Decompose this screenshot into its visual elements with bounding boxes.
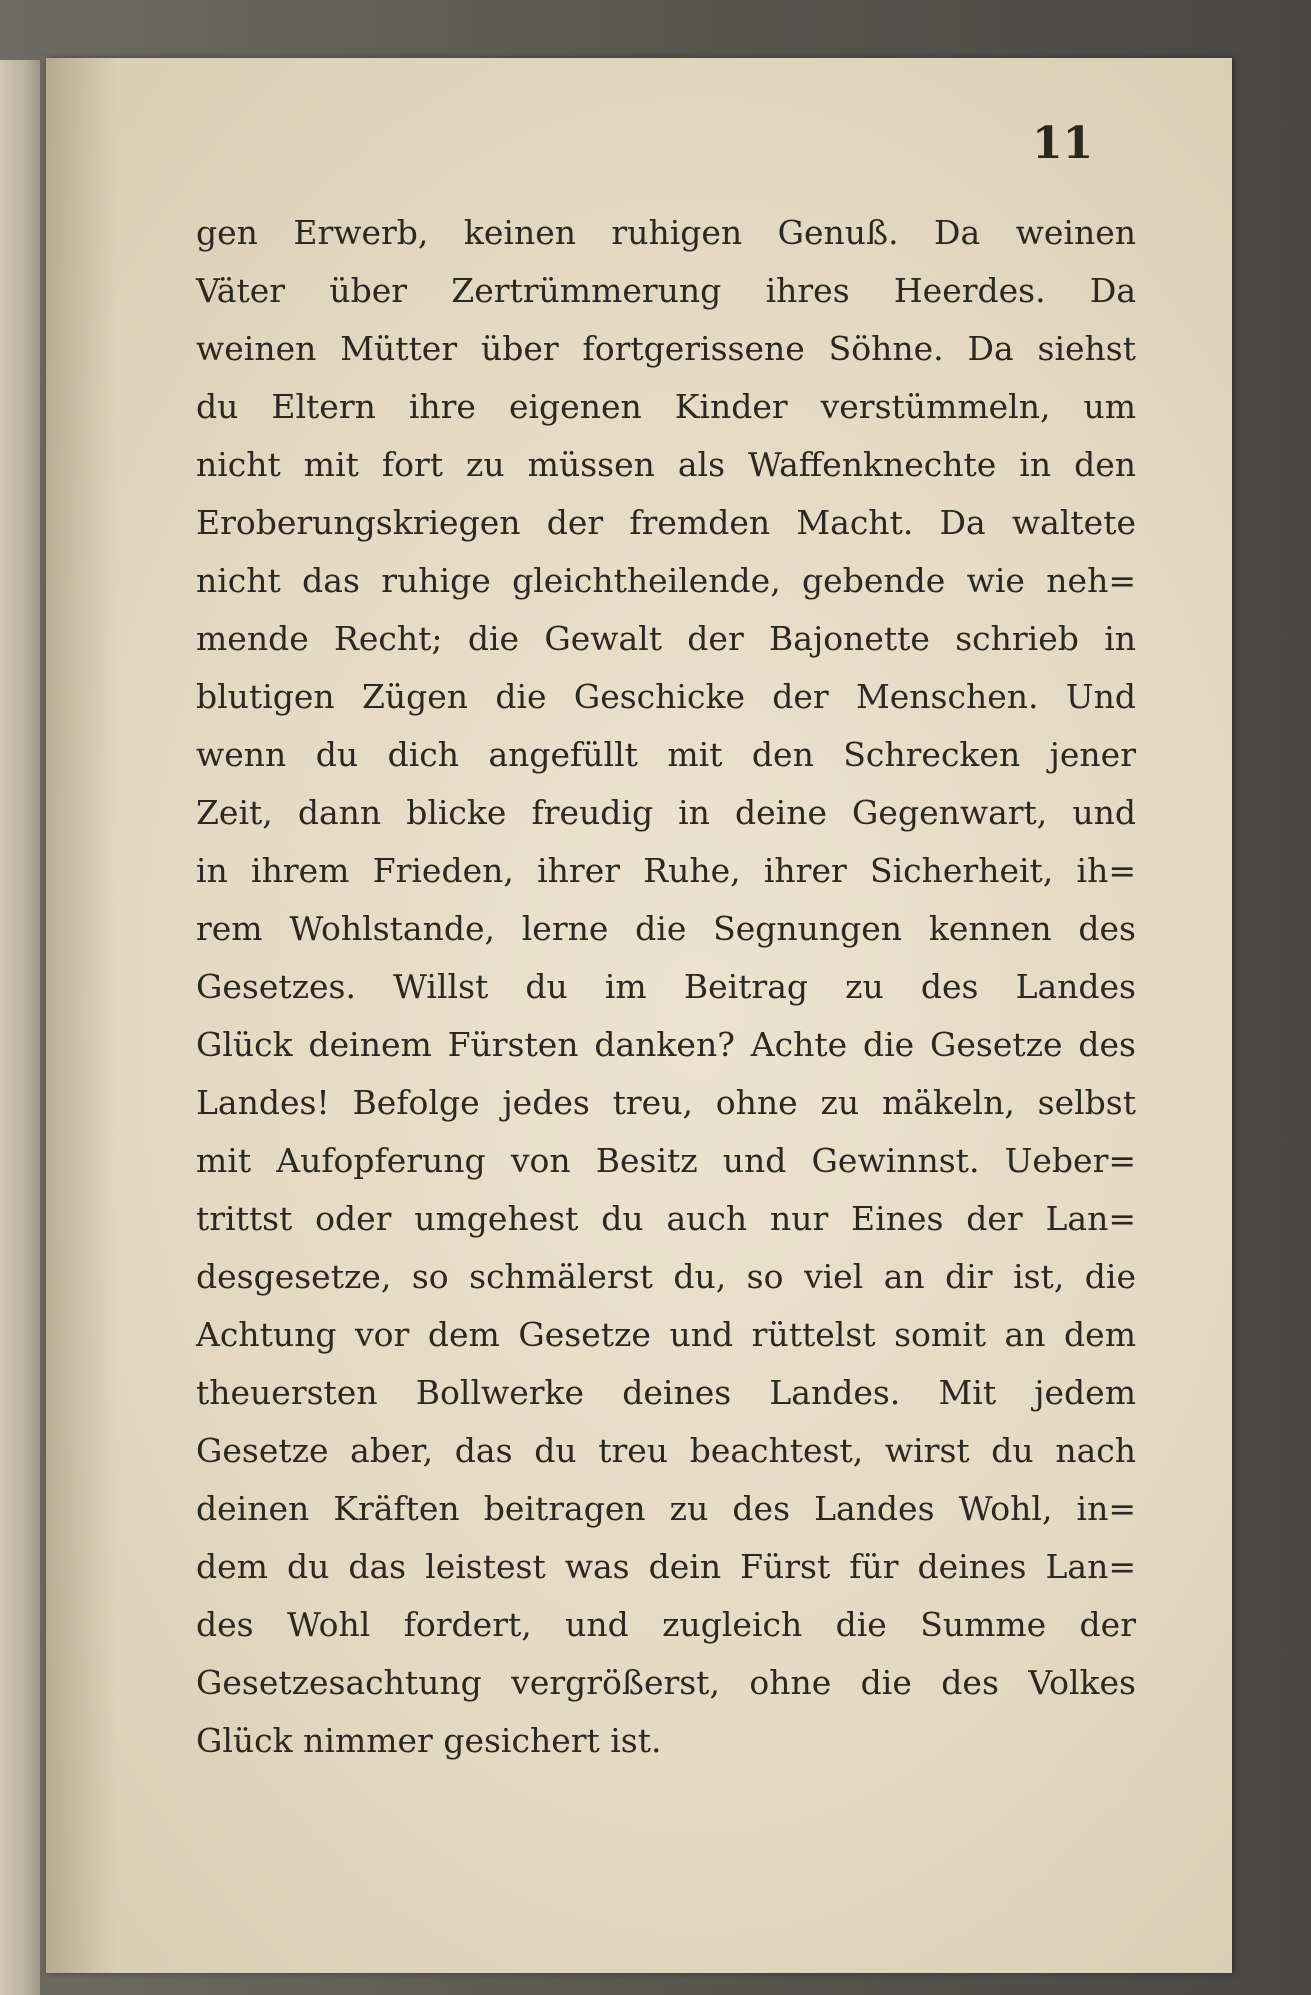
text-line: Väter über Zertrümmerung ihres Heerdes. Da <box>196 271 1136 310</box>
text-line: desgesetze, so schmälerst du, so viel an dir ist, die <box>196 1257 1136 1296</box>
text-line: Eroberungskriegen der fremden Macht. Da waltete <box>196 503 1136 542</box>
text-line: weinen Mütter über fortgerissene Söhne. Da siehst <box>196 329 1136 368</box>
text-line: theuersten Bollwerke deines Landes. Mit jedem <box>196 1373 1136 1412</box>
text-line: mit Aufopferung von Besitz und Gewinnst. Ueber= <box>196 1141 1136 1180</box>
text-line: dem du das leistest was dein Fürst für deines Lan= <box>196 1547 1136 1586</box>
text-line: Glück nimmer gesichert ist. <box>196 1721 662 1760</box>
text-line: Landes! Befolge jedes treu, ohne zu mäkeln, selbst <box>196 1083 1136 1122</box>
text-line: Glück deinem Fürsten danken? Achte die Gesetze des <box>196 1025 1136 1064</box>
text-line: Gesetzes. Willst du im Beitrag zu des Landes <box>196 967 1136 1006</box>
text-line: gen Erwerb, keinen ruhigen Genuß. Da weinen <box>196 213 1136 252</box>
text-line: des Wohl fordert, und zugleich die Summe der <box>196 1605 1136 1644</box>
text-line: blutigen Zügen die Geschicke der Menschen. Und <box>196 677 1136 716</box>
text-line: nicht mit fort zu müssen als Waffenknechte in den <box>196 445 1136 484</box>
text-line: Gesetze aber, das du treu beachtest, wirst du nach <box>196 1431 1136 1470</box>
text-line: in ihrem Frieden, ihrer Ruhe, ihrer Sicherheit, ih= <box>196 851 1136 890</box>
text-line: Zeit, dann blicke freudig in deine Gegenwart, und <box>196 793 1136 832</box>
text-line: wenn du dich angefüllt mit den Schrecken jener <box>196 735 1136 774</box>
body-text <box>196 204 1136 1770</box>
text-line: du Eltern ihre eigenen Kinder verstümmeln, um <box>196 387 1136 426</box>
text-line: Achtung vor dem Gesetze und rüttelst somit an dem <box>196 1315 1136 1354</box>
text-line: Gesetzesachtung vergrößerst, ohne die des Volkes <box>196 1663 1136 1702</box>
text-line: nicht das ruhige gleichtheilende, gebende wie neh= <box>196 561 1136 600</box>
text-line: deinen Kräften beitragen zu des Landes Wohl, in= <box>196 1489 1136 1528</box>
facing-page-edge <box>0 60 48 1995</box>
text-line: trittst oder umgehest du auch nur Eines der Lan= <box>196 1199 1136 1238</box>
text-line: mende Recht; die Gewalt der Bajonette schrieb in <box>196 619 1136 658</box>
book-page <box>46 58 1232 1973</box>
page-number: 11 <box>1032 118 1094 169</box>
text-line: rem Wohlstande, lerne die Segnungen kennen des <box>196 909 1136 948</box>
